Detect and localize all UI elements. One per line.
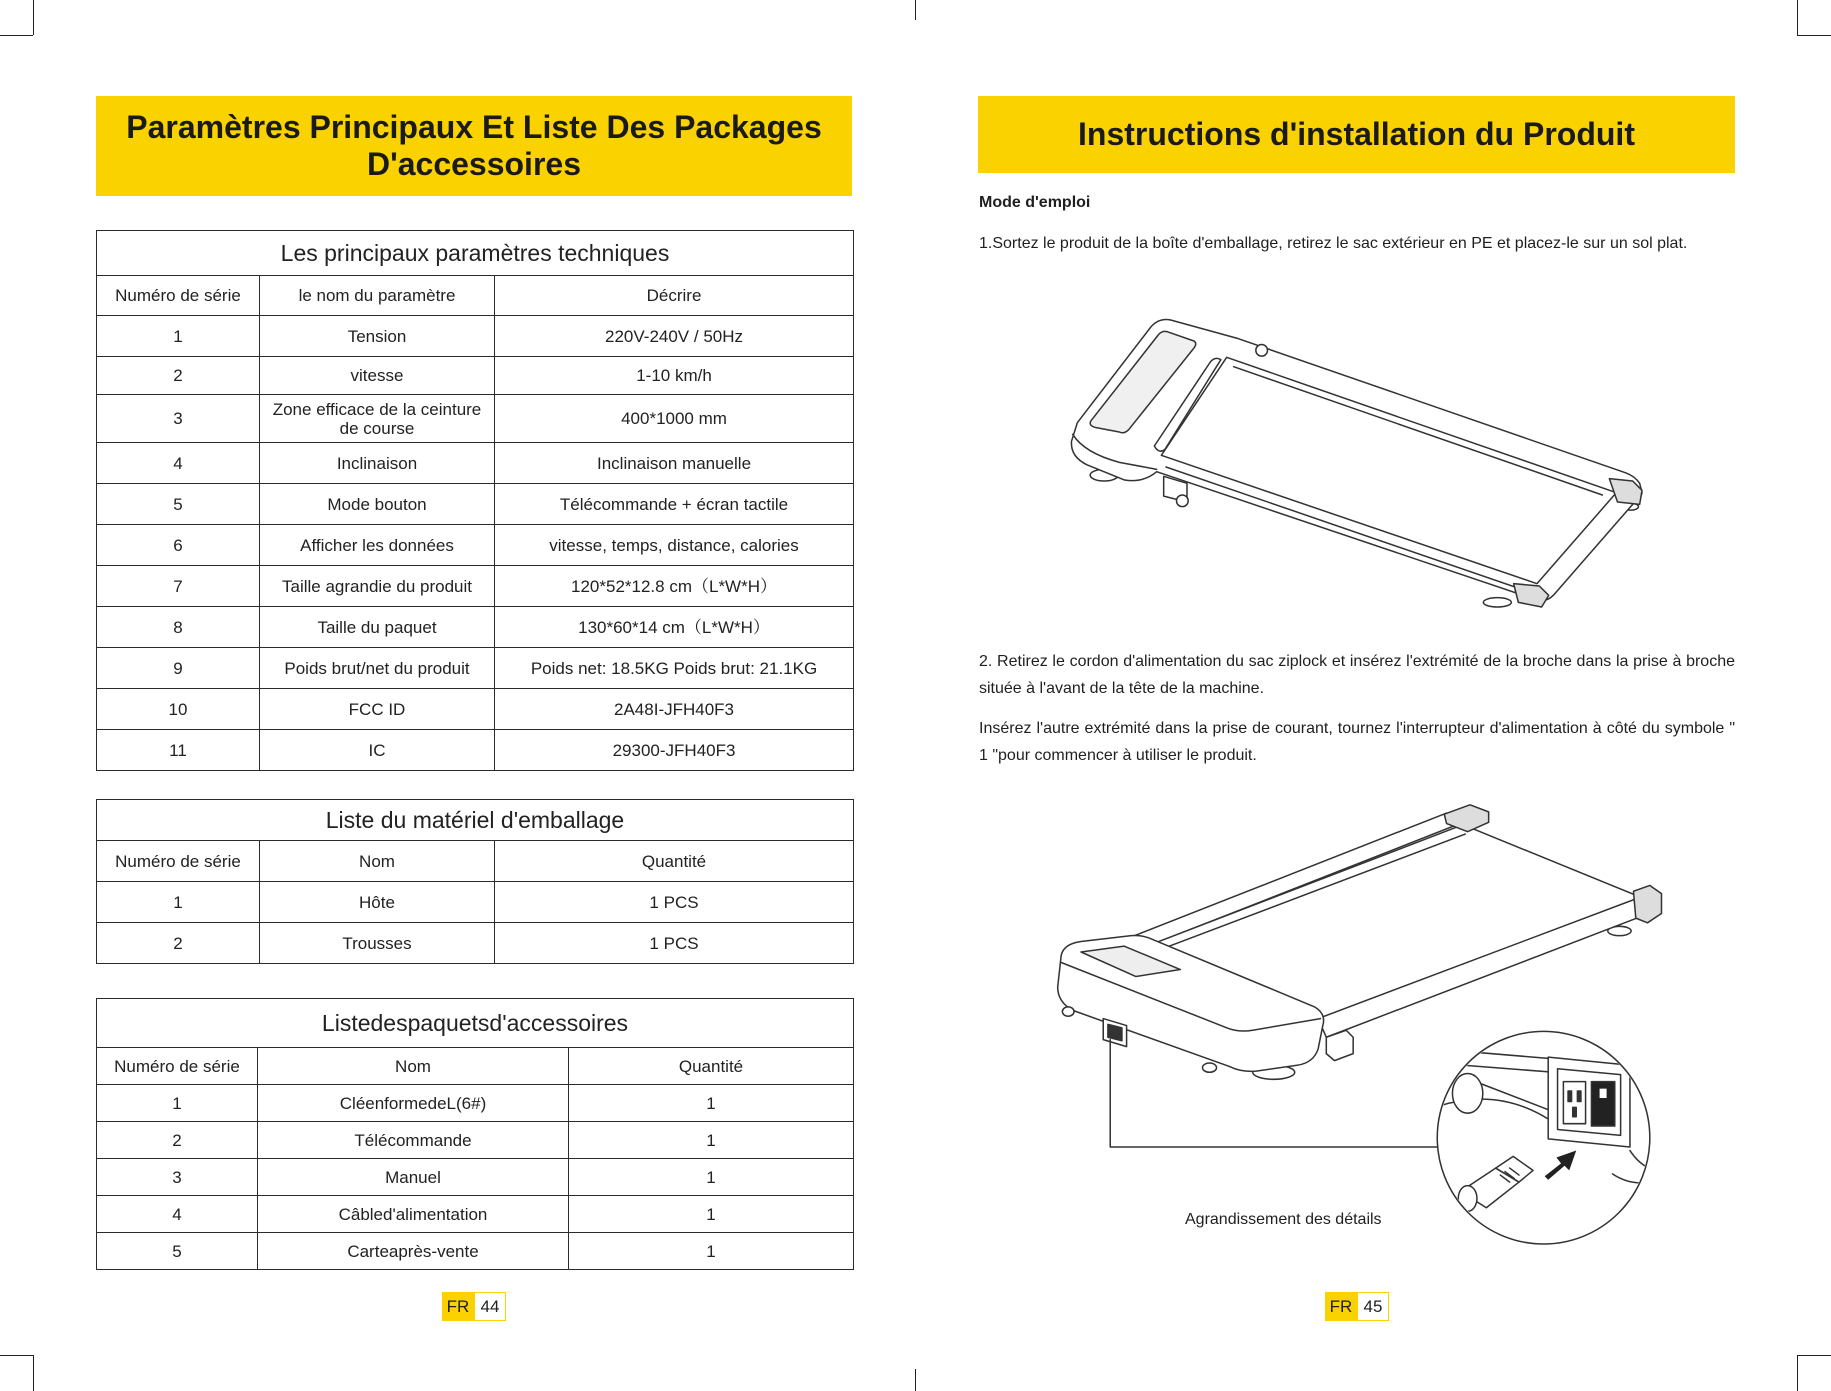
table-row xyxy=(97,1233,854,1270)
table-cell: 1 PCS xyxy=(495,882,854,923)
table-cell: 11 xyxy=(97,730,260,771)
detail-caption: Agrandissement des détails xyxy=(1185,1211,1382,1228)
page-number-right xyxy=(1325,1292,1389,1321)
table-row xyxy=(97,730,854,771)
crop-mark xyxy=(33,1355,34,1391)
column-header: Décrire xyxy=(495,276,854,316)
page-number-left xyxy=(442,1292,506,1321)
table-cell: 1 xyxy=(97,882,260,923)
table-cell: 1 xyxy=(569,1085,854,1122)
table-cell: Télécommande + écran tactile xyxy=(495,484,854,525)
language-badge: FR xyxy=(442,1292,474,1321)
technical-parameters-table xyxy=(96,230,854,771)
table-cell: 3 xyxy=(97,395,260,443)
table-cell: CléenformedeL(6#) xyxy=(258,1085,569,1122)
table-cell: Inclinaison manuelle xyxy=(495,443,854,484)
table-row xyxy=(97,607,854,648)
table-title: Les principaux paramètres techniques xyxy=(97,231,854,276)
table-row xyxy=(97,1085,854,1122)
table-row xyxy=(97,316,854,357)
crop-mark xyxy=(1797,1355,1831,1356)
table-row xyxy=(97,357,854,395)
section-subtitle: Mode d'emploi xyxy=(979,194,1091,211)
instruction-step-3: Insérez l'autre extrémité dans la prise de courant, tournez l'interrupteur d'alimentation à côté du symbole " 1 "pour commencer à utiliser le produit. xyxy=(979,720,1735,764)
table-cell: FCC ID xyxy=(260,689,495,730)
crop-mark xyxy=(33,0,34,35)
table-row xyxy=(97,1159,854,1196)
right-page-title xyxy=(978,96,1735,173)
table-cell: Zone efficace de la ceinture de course xyxy=(260,395,495,443)
table-cell: 1 xyxy=(569,1196,854,1233)
table-cell: Poids brut/net du produit xyxy=(260,648,495,689)
table-cell: 220V-240V / 50Hz xyxy=(495,316,854,357)
table-cell: 130*60*14 cm（L*W*H） xyxy=(495,607,854,648)
table-header-row xyxy=(97,841,854,882)
power-connection-illustration xyxy=(1046,800,1665,1250)
table-cell: 1 xyxy=(97,316,260,357)
left-page-title xyxy=(96,96,852,196)
crop-mark xyxy=(0,1355,33,1356)
table-cell: Mode bouton xyxy=(260,484,495,525)
column-header: Nom xyxy=(260,841,495,882)
table-row xyxy=(97,1196,854,1233)
table-title: Liste du matériel d'emballage xyxy=(97,800,854,841)
column-header: Numéro de série xyxy=(97,1048,258,1085)
table-cell: 2A48I-JFH40F3 xyxy=(495,689,854,730)
table-row xyxy=(97,525,854,566)
table-cell: 1 xyxy=(569,1159,854,1196)
column-header: Numéro de série xyxy=(97,276,260,316)
table-cell: Taille agrandie du produit xyxy=(260,566,495,607)
table-row xyxy=(97,566,854,607)
table-cell: Télécommande xyxy=(258,1122,569,1159)
table-row xyxy=(97,395,854,443)
table-cell: 120*52*12.8 cm（L*W*H） xyxy=(495,566,854,607)
table-cell: 1 xyxy=(569,1122,854,1159)
language-badge: FR xyxy=(1325,1292,1357,1321)
table-title-row xyxy=(97,231,854,276)
table-cell: 1 PCS xyxy=(495,923,854,964)
table-header-row xyxy=(97,1048,854,1085)
packing-material-table xyxy=(96,799,854,964)
table-cell: 5 xyxy=(97,484,260,525)
table-cell: Poids net: 18.5KG Poids brut: 21.1KG xyxy=(495,648,854,689)
table-cell: 29300-JFH40F3 xyxy=(495,730,854,771)
crop-mark xyxy=(0,35,33,36)
table-cell: Taille du paquet xyxy=(260,607,495,648)
crop-mark xyxy=(915,1369,916,1391)
table-header-row xyxy=(97,276,854,316)
table-cell: 400*1000 mm xyxy=(495,395,854,443)
table-cell: Tension xyxy=(260,316,495,357)
table-cell: 5 xyxy=(97,1233,258,1270)
column-header: le nom du paramètre xyxy=(260,276,495,316)
table-cell: Câbled'alimentation xyxy=(258,1196,569,1233)
table-cell: IC xyxy=(260,730,495,771)
table-cell: 9 xyxy=(97,648,260,689)
table-cell: Afficher les données xyxy=(260,525,495,566)
table-row xyxy=(97,882,854,923)
table-cell: 2 xyxy=(97,1122,258,1159)
table-cell: vitesse xyxy=(260,357,495,395)
table-cell: 10 xyxy=(97,689,260,730)
table-cell: 8 xyxy=(97,607,260,648)
table-row xyxy=(97,1122,854,1159)
table-cell: 3 xyxy=(97,1159,258,1196)
table-row xyxy=(97,689,854,730)
table-cell: 7 xyxy=(97,566,260,607)
table-cell: 4 xyxy=(97,443,260,484)
table-cell: 4 xyxy=(97,1196,258,1233)
crop-mark xyxy=(1797,0,1798,35)
column-header: Numéro de série xyxy=(97,841,260,882)
table-row xyxy=(97,648,854,689)
crop-mark xyxy=(1797,35,1831,36)
table-title-row xyxy=(97,999,854,1048)
table-cell: 2 xyxy=(97,923,260,964)
column-header: Quantité xyxy=(495,841,854,882)
accessories-table xyxy=(96,998,854,1270)
table-cell: 2 xyxy=(97,357,260,395)
table-title: Listedespaquetsd'accessoires xyxy=(97,999,854,1048)
right-page-title-text: Instructions d'installation du Produit xyxy=(1078,116,1635,152)
table-cell: Carteaprès-vente xyxy=(258,1233,569,1270)
table-cell: 1 xyxy=(97,1085,258,1122)
table-row xyxy=(97,923,854,964)
table-row xyxy=(97,443,854,484)
table-title-row xyxy=(97,800,854,841)
instruction-step-2: 2. Retirez le cordon d'alimentation du sac ziplock et insérez l'extrémité de la broche dans la prise à broche située à l'avant de la tête de la machine. xyxy=(979,653,1735,697)
table-cell: vitesse, temps, distance, calories xyxy=(495,525,854,566)
left-page-title-text: Paramètres Principaux Et Liste Des Packages D'accessoires xyxy=(126,109,822,182)
table-cell: Hôte xyxy=(260,882,495,923)
table-cell: Manuel xyxy=(258,1159,569,1196)
instruction-step-1: 1.Sortez le produit de la boîte d'emballage, retirez le sac extérieur en PE et placez-le sur un sol plat. xyxy=(979,235,1688,252)
column-header: Nom xyxy=(258,1048,569,1085)
table-cell: 6 xyxy=(97,525,260,566)
crop-mark xyxy=(1797,1355,1798,1391)
page-number: 45 xyxy=(1357,1292,1389,1321)
column-header: Quantité xyxy=(569,1048,854,1085)
table-cell: 1 xyxy=(569,1233,854,1270)
treadmill-unpacked-illustration xyxy=(1063,313,1647,614)
page-number: 44 xyxy=(474,1292,506,1321)
table-row xyxy=(97,484,854,525)
table-cell: 1-10 km/h xyxy=(495,357,854,395)
table-cell: Trousses xyxy=(260,923,495,964)
crop-mark xyxy=(915,0,916,20)
table-cell: Inclinaison xyxy=(260,443,495,484)
